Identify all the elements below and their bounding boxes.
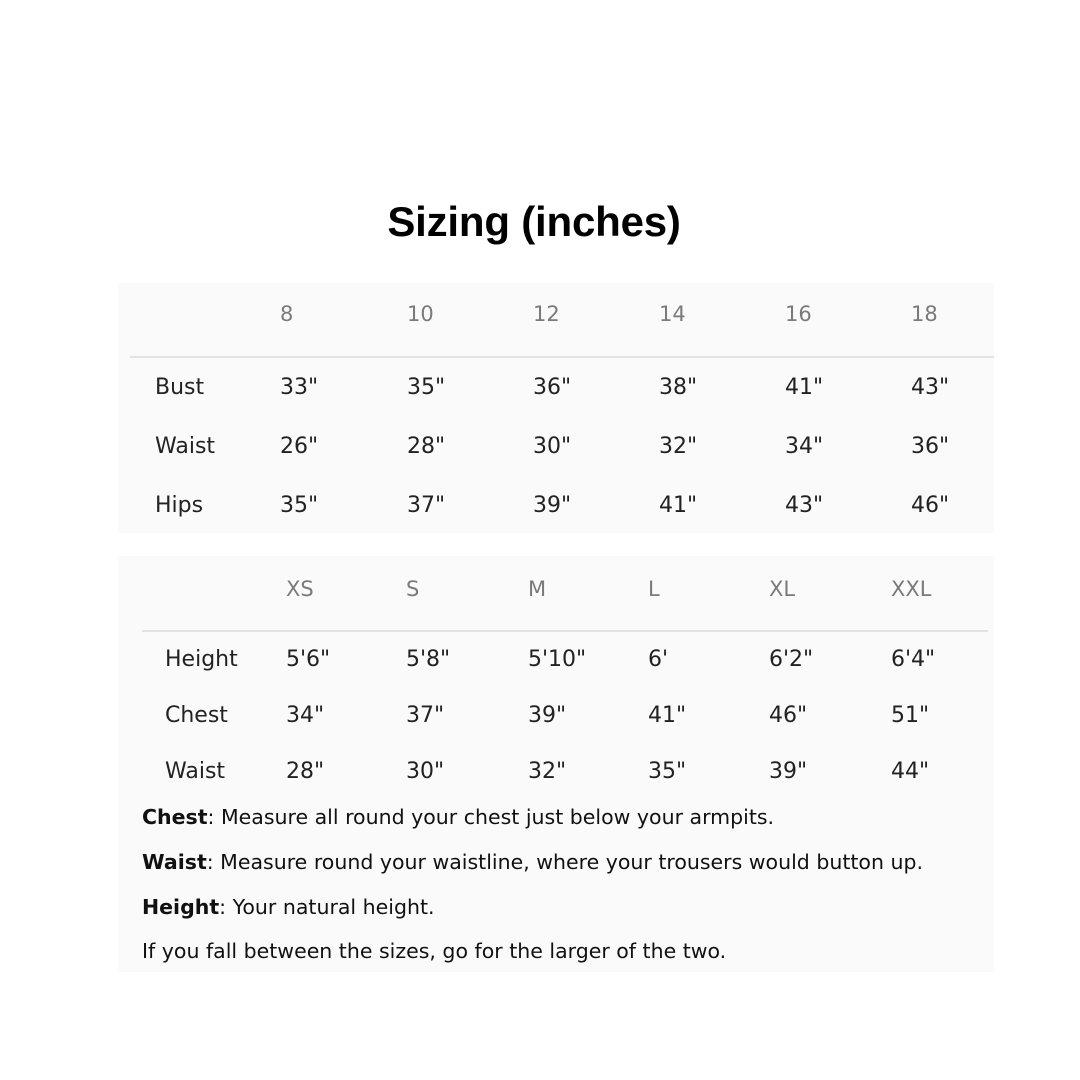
column-header-size: 14 [659,302,686,326]
table-cell: 26" [280,434,319,459]
table-cell: 28" [407,434,446,459]
table-cell: 38" [659,375,698,400]
column-header-size: L [648,577,660,601]
table-cell: 6' [648,647,669,672]
table-cell: 32" [659,434,698,459]
row-label-waist: Waist [165,759,226,784]
table-cell: 41" [659,493,698,518]
table-cell: 6'4" [891,647,936,672]
size-advice-note [142,941,726,962]
note-term: Height [142,895,220,919]
numeric-size-table-divider [130,356,994,358]
row-label-waist: Waist [155,434,216,459]
column-header-size: 18 [911,302,938,326]
note-text: : Measure all round your chest just below your armpits. [207,805,775,829]
column-header-size: 16 [785,302,812,326]
row-label-height: Height [165,647,238,672]
column-header-size: 10 [407,302,434,326]
column-header-size: M [528,577,547,601]
table-cell: 35" [648,759,687,784]
table-cell: 5'8" [406,647,451,672]
table-cell: 43" [911,375,950,400]
waist-measure-note [142,852,923,873]
column-header-size: XL [769,577,796,601]
table-cell: 39" [769,759,808,784]
table-cell: 28" [286,759,325,784]
chest-measure-note [142,807,774,828]
note-text: If you fall between the sizes, go for the larger of the two. [142,939,727,963]
table-cell: 5'6" [286,647,331,672]
column-header-size: 12 [533,302,560,326]
table-cell: 34" [286,703,325,728]
table-cell: 34" [785,434,824,459]
height-measure-note [142,897,435,918]
table-cell: 41" [648,703,687,728]
table-cell: 41" [785,375,824,400]
row-label-hips: Hips [155,493,204,518]
table-cell: 5'10" [528,647,587,672]
row-label-chest: Chest [165,703,228,728]
table-cell: 32" [528,759,567,784]
column-header-size: 8 [280,302,294,326]
note-term: Waist [142,850,207,874]
note-text: : Measure round your waistline, where your trousers would button up. [206,850,923,874]
column-header-size: S [406,577,420,601]
table-cell: 37" [406,703,445,728]
letter-size-table-divider [142,630,988,632]
table-cell: 35" [280,493,319,518]
table-cell: 6'2" [769,647,814,672]
table-cell: 36" [911,434,950,459]
table-cell: 39" [533,493,572,518]
note-term: Chest [142,805,208,829]
table-cell: 43" [785,493,824,518]
row-label-bust: Bust [155,375,205,400]
table-cell: 46" [911,493,950,518]
table-cell: 39" [528,703,567,728]
table-cell: 30" [406,759,445,784]
note-text: : Your natural height. [219,895,435,919]
table-cell: 30" [533,434,572,459]
column-header-size: XXL [891,577,932,601]
column-header-size: XS [286,577,314,601]
table-cell: 51" [891,703,930,728]
table-cell: 36" [533,375,572,400]
table-cell: 35" [407,375,446,400]
table-cell: 33" [280,375,319,400]
table-cell: 46" [769,703,808,728]
table-cell: 44" [891,759,930,784]
page-title: Sizing (inches) [387,198,681,245]
table-cell: 37" [407,493,446,518]
